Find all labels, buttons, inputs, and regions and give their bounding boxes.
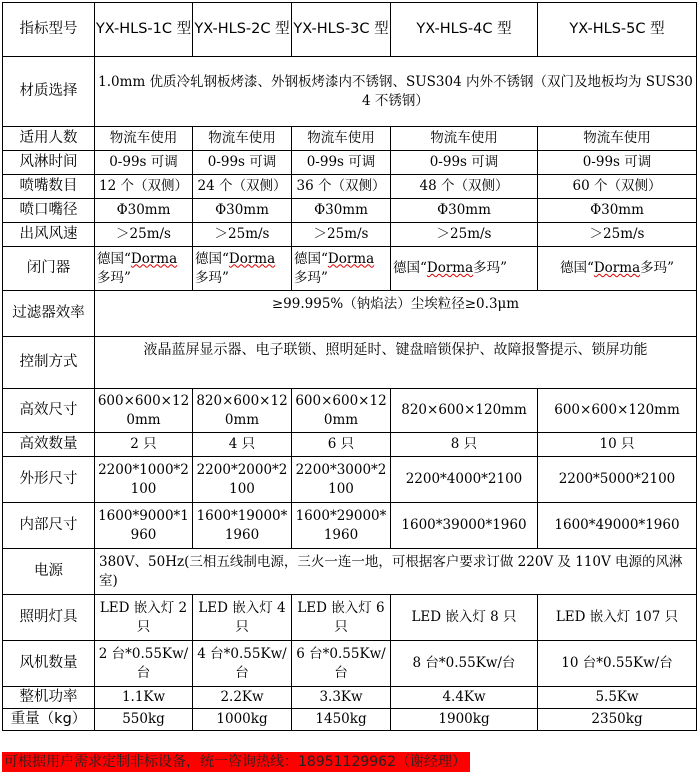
door-cell (391, 247, 538, 291)
cell: 10 台*0.55Kw/台 (538, 641, 697, 687)
cell: Φ30mm (95, 199, 193, 223)
cell: 550kg (95, 709, 193, 731)
door-suffix: 多玛” (640, 260, 675, 276)
cell: 3.3Kw (292, 687, 391, 709)
cell: 4 台*0.55Kw/台 (193, 641, 292, 687)
row-label: 过滤器效率 (3, 291, 95, 337)
door-prefix: 德国“ (393, 260, 427, 276)
table-row (3, 175, 697, 199)
row-label: 外形尺寸 (3, 457, 95, 503)
door-row (3, 247, 697, 291)
cell: ＞25m/s (391, 223, 538, 247)
cell: 8 台*0.55Kw/台 (391, 641, 538, 687)
door-suffix: 多玛” (195, 269, 229, 286)
cell: 4.4Kw (391, 687, 538, 709)
door-cell (95, 247, 193, 291)
cell: LED 嵌入灯 107 只 (538, 595, 697, 641)
material-row (3, 57, 697, 127)
row-label: 风机数量 (3, 641, 95, 687)
cell: 600×600×120mm (292, 389, 391, 433)
door-brand: Dorma (130, 250, 178, 267)
cell: 2 台*0.55Kw/台 (95, 641, 193, 687)
model-5c: YX-HLS-5C 型 (538, 3, 697, 57)
door-prefix: 德国“ (195, 250, 229, 267)
cell: ＞25m/s (292, 223, 391, 247)
header-row (3, 3, 697, 57)
row-label: 电源 (3, 549, 95, 595)
door-cell (193, 247, 292, 291)
table-row (3, 687, 697, 709)
cell: 0-99s 可调 (95, 151, 193, 175)
model-4c: YX-HLS-4C 型 (391, 3, 538, 57)
row-label: 高效尺寸 (3, 389, 95, 433)
header-label: 指标型号 (3, 3, 95, 57)
power-value: 380V、50Hz(三相五线制电源，三火一连一地，可根据客户要求订做 220V 及 110V 电源的风淋室) (95, 549, 697, 595)
cell: LED 嵌入灯 4 只 (193, 595, 292, 641)
table-row (3, 641, 697, 687)
door-prefix: 德国“ (97, 250, 131, 267)
filter-value: ≥99.995%（钠焰法）尘埃粒径≥0.3μm (95, 291, 697, 337)
cell: 4 只 (193, 433, 292, 457)
table-row (3, 127, 697, 151)
cell: 6 台*0.55Kw/台 (292, 641, 391, 687)
cell: 物流车使用 (95, 127, 193, 151)
cell: 2200*1000*2100 (95, 457, 193, 503)
door-cell (538, 247, 697, 291)
cell: 12 个（双侧） (95, 175, 193, 199)
cell: 2 只 (95, 433, 193, 457)
cell: ＞25m/s (538, 223, 697, 247)
cell: LED 嵌入灯 8 只 (391, 595, 538, 641)
cell: 1000kg (193, 709, 292, 731)
cell: 0-99s 可调 (292, 151, 391, 175)
row-label: 内部尺寸 (3, 503, 95, 549)
cell: 2200*3000*2100 (292, 457, 391, 503)
table-row (3, 199, 697, 223)
door-suffix: 多玛” (294, 269, 328, 286)
cell: 1.1Kw (95, 687, 193, 709)
row-label: 出风风速 (3, 223, 95, 247)
filter-row (3, 291, 697, 337)
cell: Φ30mm (391, 199, 538, 223)
door-brand: Dorma (228, 250, 276, 267)
row-label: 闭门器 (3, 247, 95, 291)
cell: 820×600×120mm (193, 389, 292, 433)
row-label: 重量（kg） (3, 709, 95, 731)
control-value: 液晶蓝屏显示器、电子联锁、照明延时、键盘暗锁保护、故障报警提示、锁屏功能 (95, 337, 697, 389)
cell: 1600*19000*1960 (193, 503, 292, 549)
row-label: 照明灯具 (3, 595, 95, 641)
cell: 物流车使用 (292, 127, 391, 151)
row-label: 喷口嘴径 (3, 199, 95, 223)
table-row (3, 503, 697, 549)
spec-table (2, 2, 697, 731)
model-3c: YX-HLS-3C 型 (292, 3, 391, 57)
cell: 6 只 (292, 433, 391, 457)
cell: 2200*2000*2100 (193, 457, 292, 503)
cell: 5.5Kw (538, 687, 697, 709)
cell: LED 嵌入灯 2 只 (95, 595, 193, 641)
row-label: 喷嘴数目 (3, 175, 95, 199)
hotline-note: 可根据用户需求定制非标设备，统一咨询热线：18951129962（谢经理） (2, 752, 470, 772)
model-1c: YX-HLS-1C 型 (95, 3, 193, 57)
material-label: 材质选择 (3, 57, 95, 127)
table-row (3, 151, 697, 175)
row-label: 高效数量 (3, 433, 95, 457)
row-label: 控制方式 (3, 337, 95, 389)
model-2c: YX-HLS-2C 型 (193, 3, 292, 57)
cell: 0-99s 可调 (538, 151, 697, 175)
cell: ＞25m/s (95, 223, 193, 247)
cell: 物流车使用 (538, 127, 697, 151)
table-row (3, 595, 697, 641)
row-label: 整机功率 (3, 687, 95, 709)
cell: 1600*29000*1960 (292, 503, 391, 549)
cell: ＞25m/s (193, 223, 292, 247)
cell: 600×600×120mm (95, 389, 193, 433)
cell: 8 只 (391, 433, 538, 457)
door-suffix: 多玛” (473, 260, 508, 276)
door-brand: Dorma (327, 250, 375, 267)
cell: Φ30mm (193, 199, 292, 223)
door-prefix: 德国“ (559, 260, 594, 276)
cell: 1600*39000*1960 (391, 503, 538, 549)
cell: 1900kg (391, 709, 538, 731)
door-suffix: 多玛” (97, 269, 131, 286)
cell: 1450kg (292, 709, 391, 731)
door-brand: Dorma (593, 260, 641, 276)
cell: 1600*49000*1960 (538, 503, 697, 549)
cell: 2200*4000*2100 (391, 457, 538, 503)
table-row (3, 389, 697, 433)
cell: 0-99s 可调 (391, 151, 538, 175)
cell: 600×600×120mm (538, 389, 697, 433)
cell: 物流车使用 (391, 127, 538, 151)
power-row (3, 549, 697, 595)
table-row (3, 709, 697, 731)
door-cell (292, 247, 391, 291)
door-brand: Dorma (426, 260, 474, 276)
door-prefix: 德国“ (294, 250, 328, 267)
row-label: 适用人数 (3, 127, 95, 151)
cell: 820×600×120mm (391, 389, 538, 433)
cell: 10 只 (538, 433, 697, 457)
row-label: 风淋时间 (3, 151, 95, 175)
cell: LED 嵌入灯 6 只 (292, 595, 391, 641)
cell: 1600*9000*1960 (95, 503, 193, 549)
cell: Φ30mm (538, 199, 697, 223)
cell: 48 个（双侧） (391, 175, 538, 199)
cell: 60 个（双侧） (538, 175, 697, 199)
table-row (3, 457, 697, 503)
table-row (3, 223, 697, 247)
cell: Φ30mm (292, 199, 391, 223)
table-row (3, 433, 697, 457)
cell: 2350kg (538, 709, 697, 731)
cell: 36 个（双侧） (292, 175, 391, 199)
cell: 2.2Kw (193, 687, 292, 709)
cell: 物流车使用 (193, 127, 292, 151)
material-value: 1.0mm 优质冷轧钢板烤漆、外钢板烤漆内不锈钢、SUS304 内外不锈钢（双门及地板均为 SUS304 不锈钢） (95, 57, 697, 127)
control-row (3, 337, 697, 389)
cell: 24 个（双侧） (193, 175, 292, 199)
cell: 0-99s 可调 (193, 151, 292, 175)
cell: 2200*5000*2100 (538, 457, 697, 503)
